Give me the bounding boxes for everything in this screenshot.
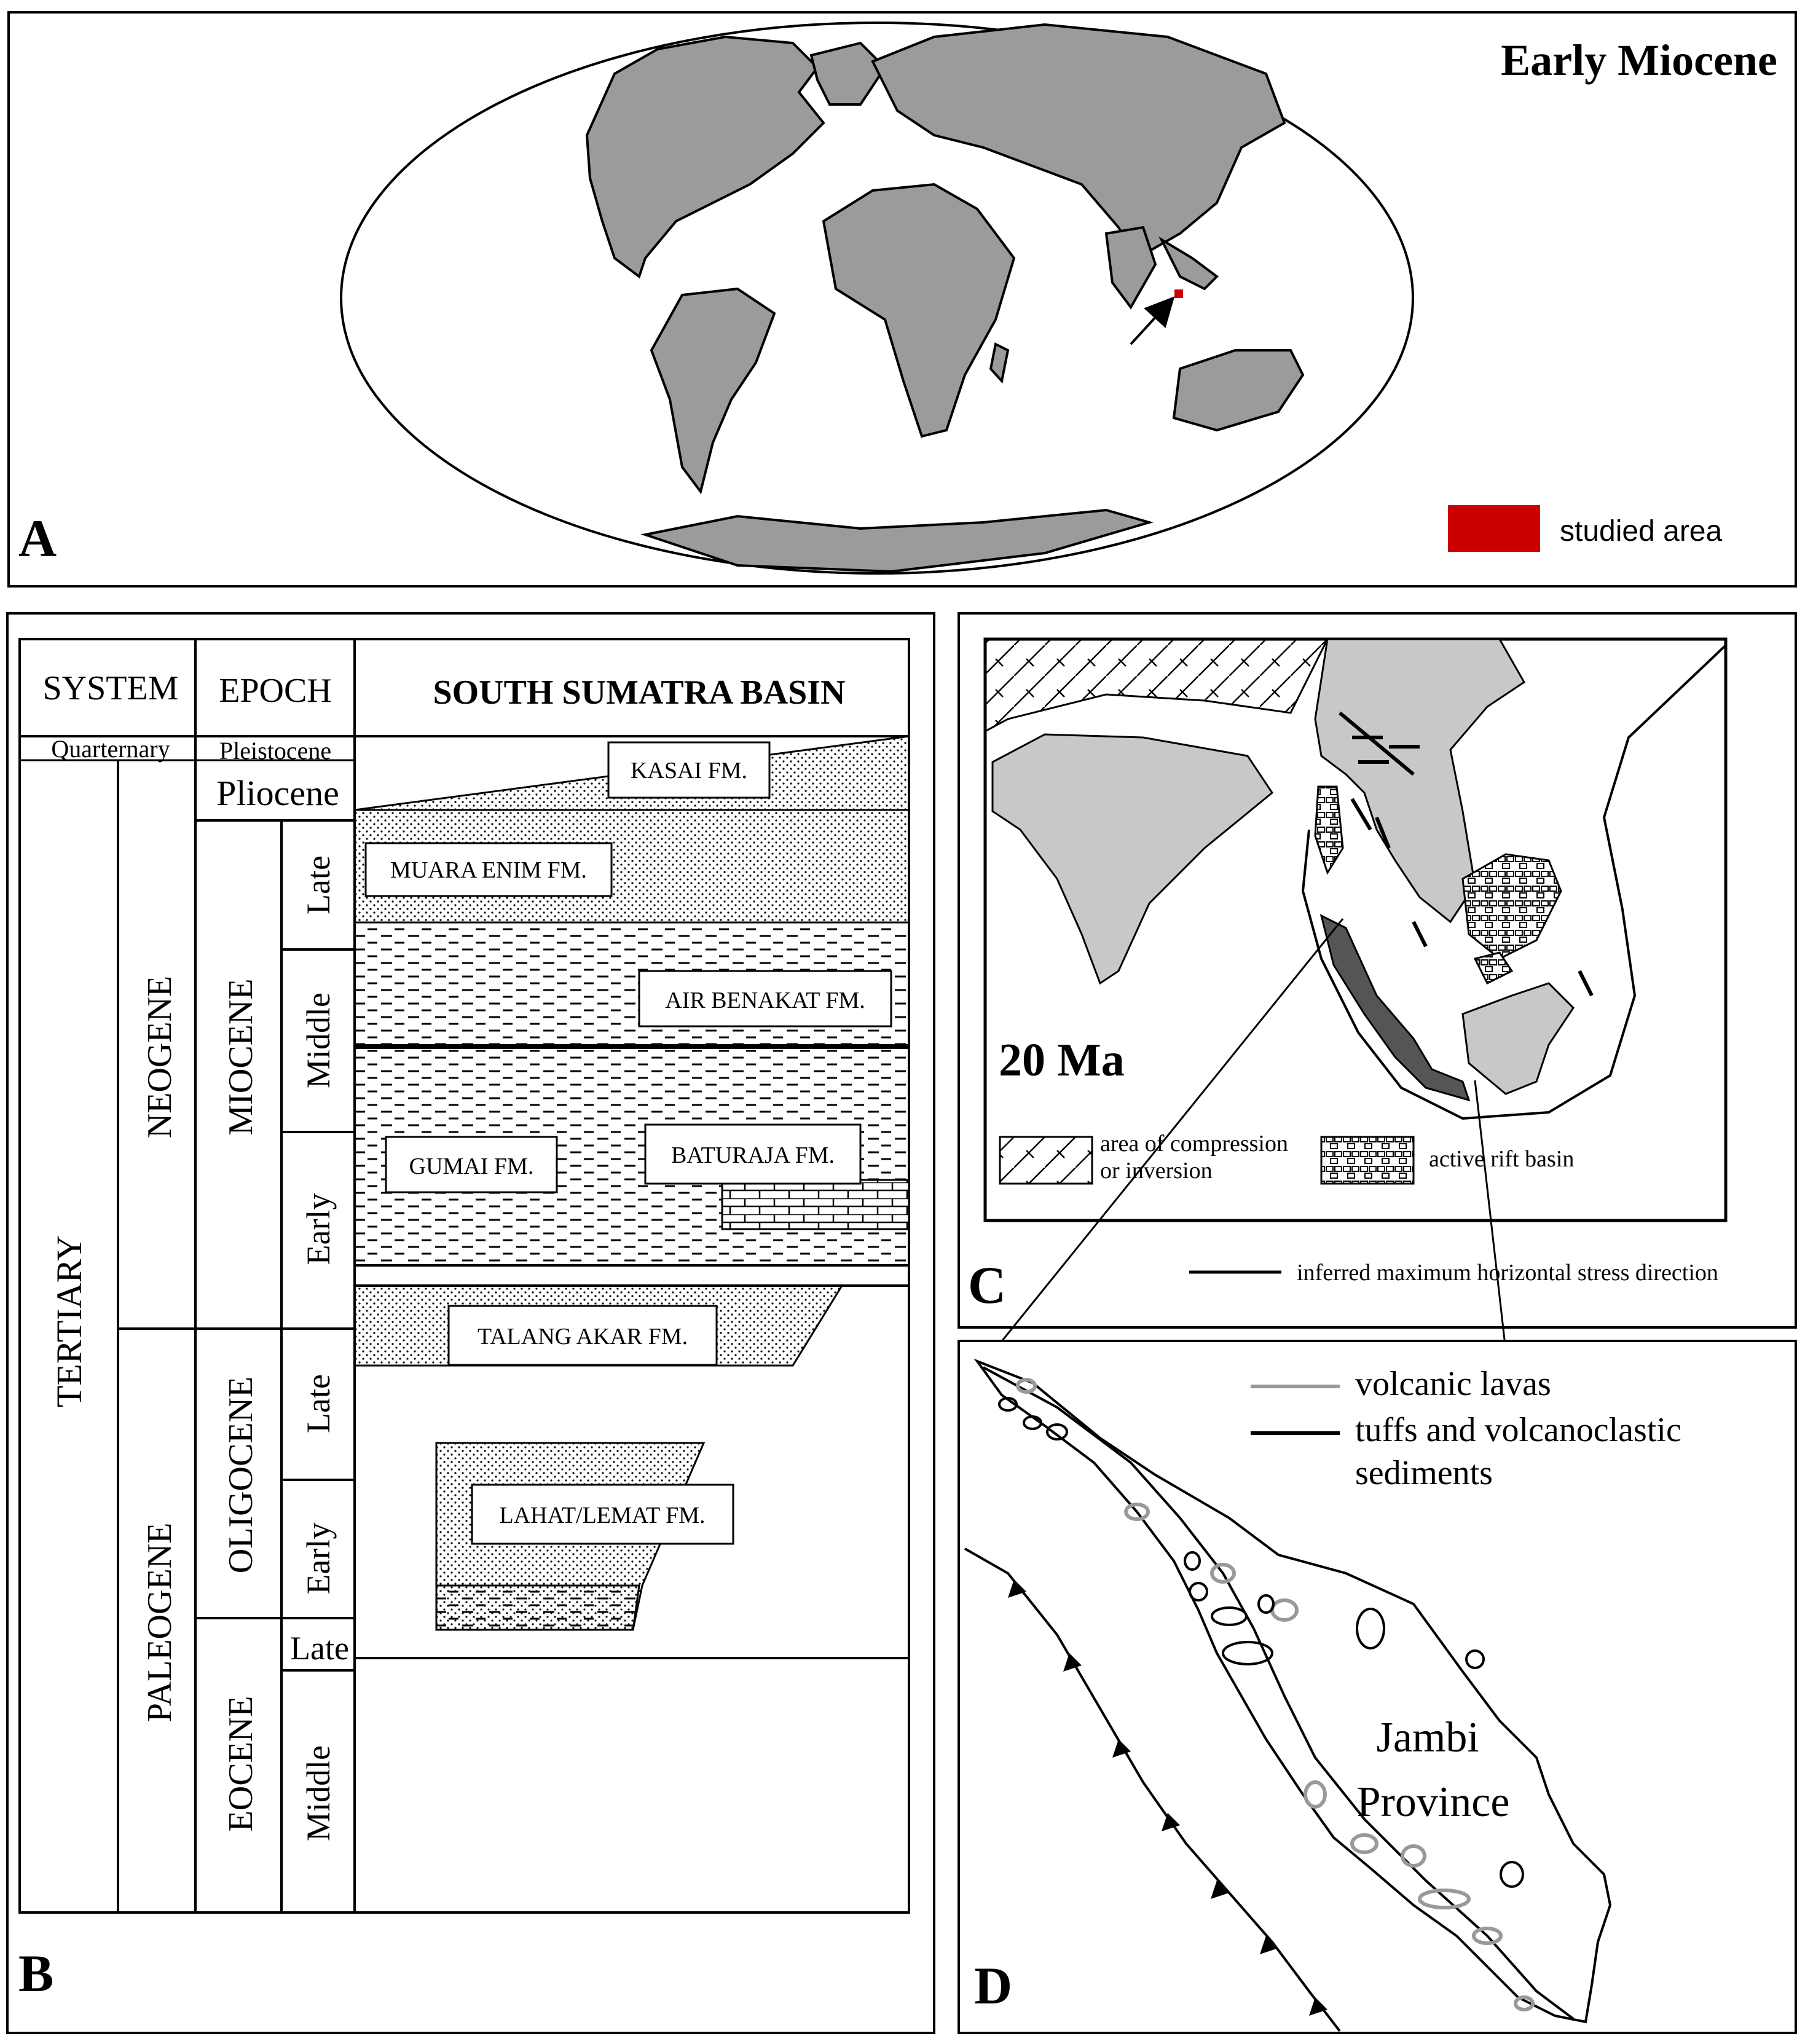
stage-miocene-late: Late xyxy=(300,855,337,914)
lahat-shale xyxy=(436,1586,639,1630)
baturaja-limestone xyxy=(722,1180,909,1229)
pliocene-label: Pliocene xyxy=(216,773,339,813)
stage-oligocene-late: Late xyxy=(300,1374,337,1433)
panel-a-letter: A xyxy=(18,509,57,568)
legend-rift-label: active rift basin xyxy=(1429,1146,1575,1172)
formation-talang-akar xyxy=(449,1306,717,1365)
header-system: SYSTEM xyxy=(42,669,179,707)
legend-stress-label: inferred maximum horizontal stress direction xyxy=(1297,1260,1718,1286)
header-epoch: EPOCH xyxy=(219,672,332,710)
formation-talang-akar-label: TALANG AKAR FM. xyxy=(477,1324,688,1350)
formation-gumai xyxy=(386,1137,557,1192)
stage-miocene-middle: Middle xyxy=(300,993,337,1088)
panel-b-letter: B xyxy=(18,1944,54,2003)
legend-rift-swatch xyxy=(1321,1137,1414,1184)
panel-b xyxy=(7,613,934,2033)
formation-kasai xyxy=(608,742,769,798)
formation-lahat xyxy=(472,1485,733,1544)
stage-eocene-late: Late xyxy=(290,1630,349,1667)
formation-baturaja xyxy=(645,1125,860,1184)
stage-miocene-early: Early xyxy=(300,1193,337,1265)
panel-c-age: 20 Ma xyxy=(999,1034,1125,1086)
panel-d-letter: D xyxy=(974,1956,1013,2015)
formation-muara-enim xyxy=(366,843,611,896)
formation-air-benakat xyxy=(639,971,891,1026)
formation-lahat-label: LAHAT/LEMAT FM. xyxy=(499,1503,706,1528)
panel-c-letter: C xyxy=(968,1256,1007,1315)
legend-compression-swatch xyxy=(1000,1137,1092,1184)
panel-a-title: Early Miocene xyxy=(1501,36,1777,85)
studied-area-marker xyxy=(1174,289,1183,298)
eocene-label: EOCENE xyxy=(222,1696,260,1832)
stage-eocene-middle: Middle xyxy=(300,1745,337,1841)
formation-gumai-label: GUMAI FM. xyxy=(409,1154,534,1179)
legend-compression-label: area of compression or inversion xyxy=(1100,1131,1288,1184)
pleistocene-label: Pleistocene xyxy=(219,737,332,765)
oligocene-label: OLIGOCENE xyxy=(222,1376,260,1574)
stage-oligocene-early: Early xyxy=(300,1522,337,1595)
neogene-label: NEOGENE xyxy=(141,975,179,1139)
formation-kasai-label: KASAI FM. xyxy=(630,758,748,784)
formation-muara-enim-label: MUARA ENIM FM. xyxy=(390,857,587,883)
formation-air-benakat-label: AIR BENAKAT FM. xyxy=(665,988,865,1013)
legend-studied-area-label: studied area xyxy=(1560,515,1723,548)
legend-volcanic-label: volcanic lavas xyxy=(1355,1365,1551,1403)
miocene-label: MIOCENE xyxy=(222,978,260,1136)
quaternary-label: Quarternary xyxy=(51,735,170,763)
header-basin: SOUTH SUMATRA BASIN xyxy=(433,674,846,712)
province-label: Jambi Province xyxy=(1356,1714,1510,1826)
paleogene-label: PALEOGENE xyxy=(141,1522,179,1723)
tertiary-label: TERTIARY xyxy=(49,1235,89,1408)
panel-c xyxy=(959,613,1796,1327)
panel-a xyxy=(9,12,1796,586)
legend-red-swatch xyxy=(1448,505,1540,552)
panel-d xyxy=(959,1341,1796,2033)
formation-baturaja-label: BATURAJA FM. xyxy=(670,1142,835,1168)
legend-tuffs-label: tuffs and volcanoclastic sediments xyxy=(1355,1411,1681,1492)
